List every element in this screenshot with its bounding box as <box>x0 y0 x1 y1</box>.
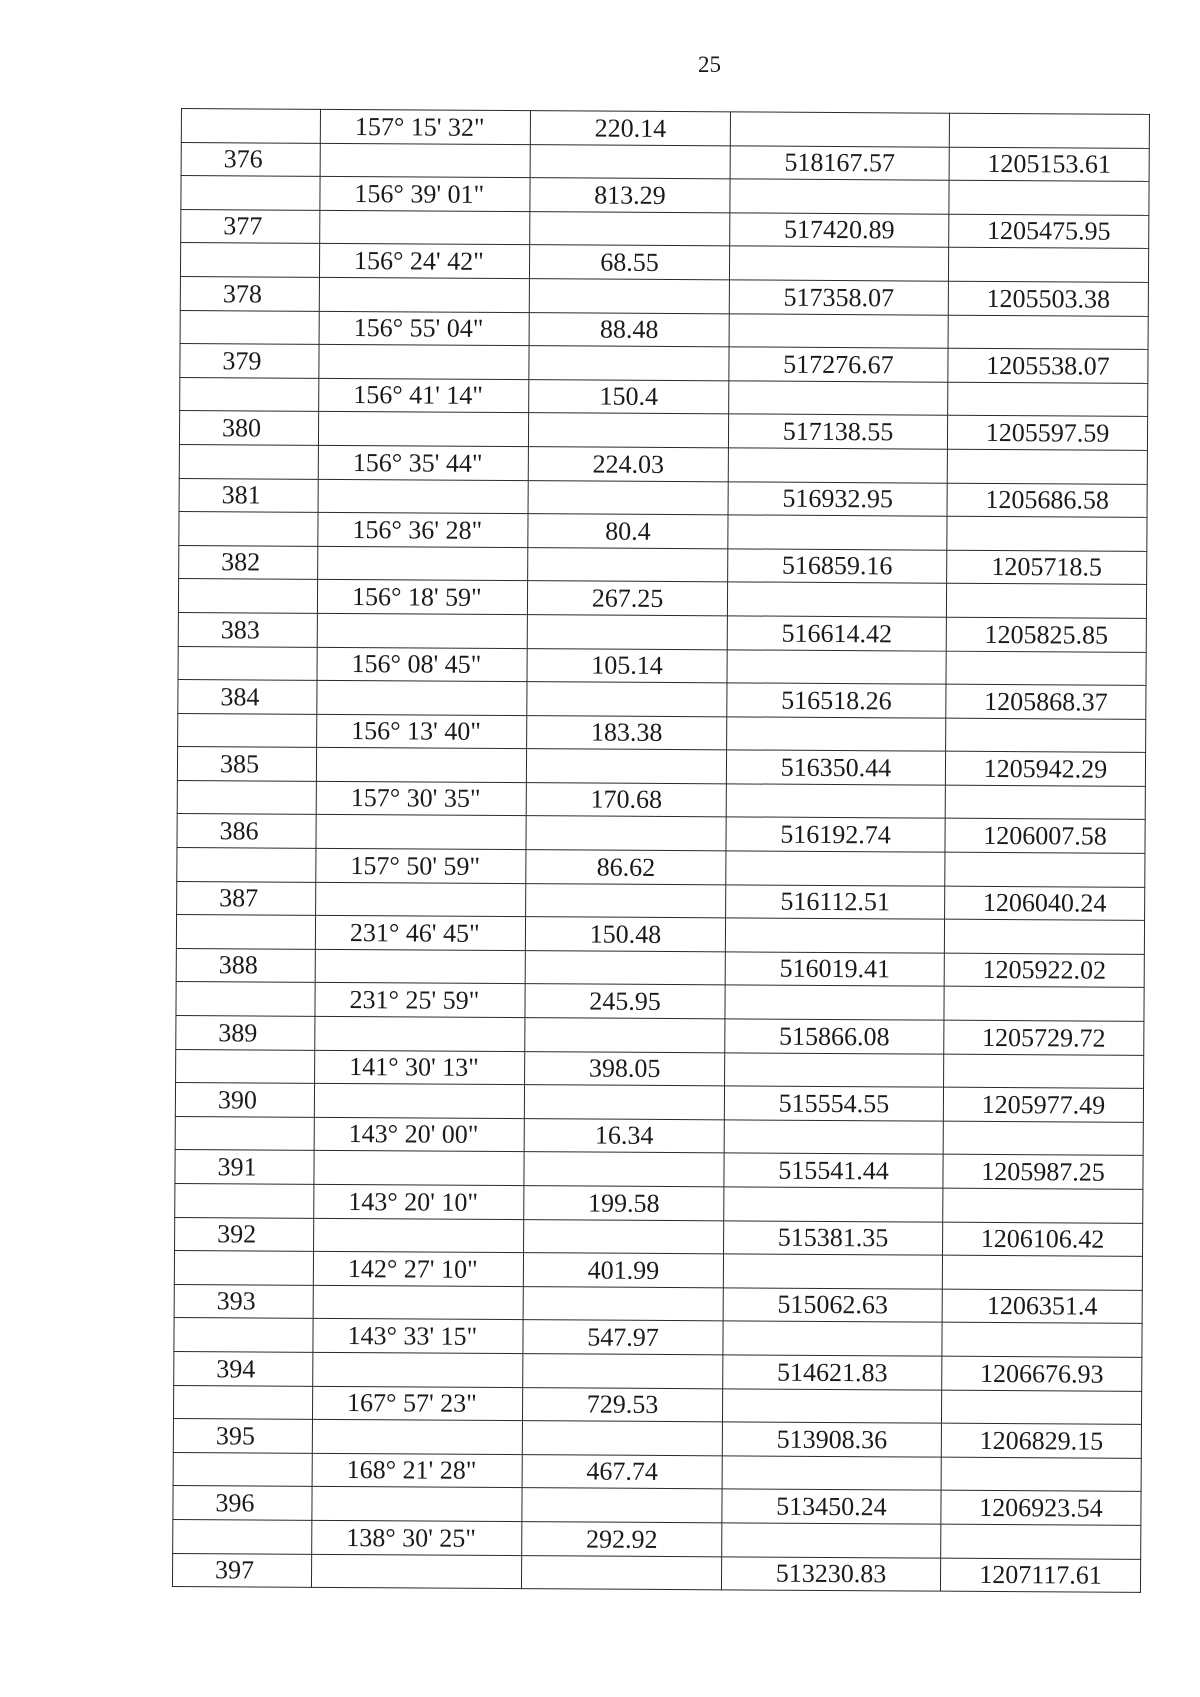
distance-cell <box>530 211 730 246</box>
bearing-cell <box>315 1016 525 1051</box>
easting-cell: 1205868.37 <box>946 684 1146 719</box>
station-cell <box>179 444 318 478</box>
easting-cell <box>943 1188 1143 1223</box>
northing-cell: 518167.57 <box>730 145 949 180</box>
station-cell <box>180 377 319 411</box>
bearing-cell <box>316 882 526 917</box>
distance-cell <box>526 749 726 784</box>
distance-cell <box>524 1152 724 1187</box>
station-cell: 391 <box>175 1150 314 1184</box>
distance-cell: 547.97 <box>523 1320 723 1355</box>
bearing-cell <box>317 613 527 648</box>
station-cell <box>175 1183 314 1217</box>
easting-cell <box>944 1054 1144 1089</box>
northing-cell <box>724 1120 943 1155</box>
station-cell: 394 <box>174 1351 313 1385</box>
station-cell: 381 <box>179 478 318 512</box>
traverse-table <box>172 108 1150 1593</box>
distance-cell <box>525 1018 725 1053</box>
northing-cell: 515554.55 <box>724 1086 943 1121</box>
easting-cell: 1207117.61 <box>940 1558 1140 1593</box>
bearing-cell <box>316 748 526 783</box>
northing-cell: 516614.42 <box>727 616 946 651</box>
station-cell <box>179 512 318 546</box>
easting-cell: 1205718.5 <box>947 550 1147 585</box>
easting-cell <box>941 1524 1141 1559</box>
distance-cell: 150.4 <box>529 379 729 414</box>
easting-cell <box>949 180 1149 215</box>
northing-cell <box>730 179 949 214</box>
bearing-cell <box>314 1218 524 1253</box>
northing-cell: 516350.44 <box>726 750 945 785</box>
bearing-cell: 143° 33' 15" <box>313 1319 523 1354</box>
distance-cell: 88.48 <box>529 312 729 347</box>
bearing-cell <box>318 479 528 514</box>
distance-cell: 86.62 <box>526 850 726 885</box>
easting-cell <box>944 919 1144 954</box>
bearing-cell: 143° 20' 10" <box>314 1184 524 1219</box>
station-cell: 382 <box>179 545 318 579</box>
station-cell <box>176 982 315 1016</box>
distance-cell: 80.4 <box>528 514 728 549</box>
easting-cell: 1206351.4 <box>942 1289 1142 1324</box>
northing-cell: 516932.95 <box>728 481 947 516</box>
easting-cell <box>944 987 1144 1022</box>
northing-cell <box>728 515 947 550</box>
page-number: 25 <box>698 52 721 77</box>
station-cell <box>178 579 317 613</box>
bearing-cell: 167° 57' 23" <box>312 1386 522 1421</box>
bearing-cell <box>318 546 528 581</box>
distance-cell <box>523 1354 723 1389</box>
easting-cell <box>947 516 1147 551</box>
station-cell: 393 <box>174 1284 313 1318</box>
bearing-cell: 156° 55' 04" <box>319 311 529 346</box>
bearing-cell: 156° 24' 42" <box>319 244 529 279</box>
distance-cell <box>521 1555 721 1590</box>
easting-cell: 1205153.61 <box>949 147 1149 182</box>
easting-cell: 1205987.25 <box>943 1155 1143 1190</box>
easting-cell: 1205686.58 <box>947 483 1147 518</box>
station-cell <box>176 915 315 949</box>
bearing-cell <box>312 1419 522 1454</box>
station-cell: 389 <box>176 1016 315 1050</box>
distance-cell: 292.92 <box>522 1522 722 1557</box>
northing-cell <box>727 717 946 752</box>
distance-cell: 220.14 <box>530 111 730 146</box>
distance-cell: 467.74 <box>522 1454 722 1489</box>
distance-cell: 199.58 <box>524 1186 724 1221</box>
distance-cell <box>528 413 728 448</box>
station-cell: 390 <box>175 1083 314 1117</box>
station-cell: 379 <box>180 344 319 378</box>
northing-cell <box>722 1388 941 1423</box>
distance-cell: 401.99 <box>523 1253 723 1288</box>
northing-cell: 517276.67 <box>729 347 948 382</box>
easting-cell: 1205597.59 <box>947 416 1147 451</box>
distance-cell <box>522 1421 722 1456</box>
easting-cell <box>946 651 1146 686</box>
northing-cell: 516112.51 <box>726 884 945 919</box>
station-cell <box>178 713 317 747</box>
bearing-cell: 138° 30' 25" <box>312 1520 522 1555</box>
northing-cell: 515062.63 <box>723 1288 942 1323</box>
easting-cell <box>946 583 1146 618</box>
easting-cell <box>942 1323 1142 1358</box>
distance-cell: 16.34 <box>524 1118 724 1153</box>
station-cell: 377 <box>181 209 320 243</box>
distance-cell <box>523 1286 723 1321</box>
station-cell <box>173 1385 312 1419</box>
bearing-cell <box>319 277 529 312</box>
distance-cell <box>522 1488 722 1523</box>
bearing-cell: 168° 21' 28" <box>312 1453 522 1488</box>
distance-cell <box>528 480 728 515</box>
easting-cell: 1205922.02 <box>944 953 1144 988</box>
station-cell: 385 <box>177 747 316 781</box>
distance-cell <box>525 950 725 985</box>
distance-cell: 813.29 <box>530 178 730 213</box>
northing-cell: 513230.83 <box>721 1556 940 1591</box>
bearing-cell <box>318 412 528 447</box>
bearing-cell <box>316 815 526 850</box>
northing-cell: 514621.83 <box>723 1355 942 1390</box>
easting-cell <box>949 113 1149 148</box>
northing-cell <box>725 1052 944 1087</box>
northing-cell: 516518.26 <box>727 683 946 718</box>
northing-cell: 516192.74 <box>726 817 945 852</box>
distance-cell: 267.25 <box>527 581 727 616</box>
distance-cell <box>527 615 727 650</box>
station-cell <box>177 780 316 814</box>
northing-cell <box>723 1321 942 1356</box>
distance-cell <box>529 346 729 381</box>
distance-cell <box>526 816 726 851</box>
station-cell: 383 <box>178 612 317 646</box>
northing-cell <box>730 112 949 147</box>
bearing-cell: 141° 30' 13" <box>315 1050 525 1085</box>
bearing-cell: 157° 50' 59" <box>316 848 526 883</box>
station-cell <box>180 243 319 277</box>
easting-cell: 1206007.58 <box>945 819 1145 854</box>
northing-cell: 517358.07 <box>729 280 948 315</box>
station-cell <box>174 1318 313 1352</box>
northing-cell: 516859.16 <box>728 549 947 584</box>
northing-cell <box>727 582 946 617</box>
easting-cell: 1205977.49 <box>943 1087 1143 1122</box>
bearing-cell: 156° 08' 45" <box>317 647 527 682</box>
bearing-cell <box>312 1487 522 1522</box>
station-cell: 384 <box>178 680 317 714</box>
distance-cell: 398.05 <box>525 1051 725 1086</box>
station-cell <box>174 1251 313 1285</box>
easting-cell: 1205825.85 <box>946 617 1146 652</box>
station-cell: 387 <box>177 881 316 915</box>
bearing-cell: 231° 25' 59" <box>315 983 525 1018</box>
station-cell: 395 <box>173 1419 312 1453</box>
easting-cell: 1205942.29 <box>945 751 1145 786</box>
easting-cell: 1206676.93 <box>942 1356 1142 1391</box>
easting-cell <box>948 315 1148 350</box>
easting-cell: 1206106.42 <box>943 1222 1143 1257</box>
northing-cell: 515381.35 <box>724 1220 943 1255</box>
bearing-cell: 156° 36' 28" <box>318 512 528 547</box>
northing-cell: 513450.24 <box>722 1489 941 1524</box>
easting-cell <box>941 1390 1141 1425</box>
northing-cell <box>723 1254 942 1289</box>
bearing-cell: 156° 35' 44" <box>318 445 528 480</box>
northing-cell: 515541.44 <box>724 1153 943 1188</box>
northing-cell <box>729 313 948 348</box>
northing-cell <box>727 649 946 684</box>
northing-cell <box>722 1456 941 1491</box>
easting-cell: 1205475.95 <box>949 214 1149 249</box>
easting-cell <box>945 785 1145 820</box>
station-cell <box>176 1049 315 1083</box>
bearing-cell: 157° 30' 35" <box>316 781 526 816</box>
distance-cell <box>526 883 726 918</box>
traverse-table-body <box>172 109 1149 1593</box>
northing-cell <box>729 246 948 281</box>
bearing-cell <box>320 143 530 178</box>
bearing-cell: 143° 20' 00" <box>314 1117 524 1152</box>
northing-cell <box>729 381 948 416</box>
station-cell: 376 <box>181 142 320 176</box>
bearing-cell: 156° 39' 01" <box>320 177 530 212</box>
distance-cell: 729.53 <box>522 1387 722 1422</box>
northing-cell <box>726 851 945 886</box>
station-cell <box>180 310 319 344</box>
distance-cell <box>524 1219 724 1254</box>
bearing-cell: 156° 41' 14" <box>319 378 529 413</box>
bearing-cell <box>314 1151 524 1186</box>
northing-cell <box>728 448 947 483</box>
easting-cell: 1206829.15 <box>941 1423 1141 1458</box>
station-cell: 397 <box>172 1553 311 1587</box>
station-cell: 378 <box>180 276 319 310</box>
easting-cell <box>948 382 1148 417</box>
bearing-cell <box>314 1084 524 1119</box>
page-header <box>0 52 1200 82</box>
station-cell: 392 <box>175 1217 314 1251</box>
station-cell <box>173 1452 312 1486</box>
distance-cell: 68.55 <box>529 245 729 280</box>
station-cell <box>181 109 320 143</box>
station-cell <box>175 1116 314 1150</box>
bearing-cell <box>320 210 530 245</box>
northing-cell: 515866.08 <box>725 1019 944 1054</box>
bearing-cell: 156° 13' 40" <box>317 714 527 749</box>
distance-cell: 105.14 <box>527 648 727 683</box>
bearing-cell <box>313 1285 523 1320</box>
station-cell <box>181 176 320 210</box>
easting-cell <box>947 449 1147 484</box>
northing-cell <box>726 784 945 819</box>
easting-cell <box>943 1121 1143 1156</box>
easting-cell <box>942 1255 1142 1290</box>
bearing-cell <box>313 1352 523 1387</box>
bearing-cell <box>319 345 529 380</box>
bearing-cell <box>317 680 527 715</box>
station-cell: 380 <box>179 411 318 445</box>
distance-cell <box>524 1085 724 1120</box>
northing-cell <box>722 1523 941 1558</box>
station-cell: 388 <box>176 948 315 982</box>
distance-cell: 224.03 <box>528 447 728 482</box>
station-cell: 396 <box>173 1486 312 1520</box>
northing-cell: 516019.41 <box>725 952 944 987</box>
distance-cell <box>529 279 729 314</box>
northing-cell: 513908.36 <box>722 1422 941 1457</box>
distance-cell <box>527 682 727 717</box>
easting-cell: 1205729.72 <box>944 1020 1144 1055</box>
easting-cell: 1205503.38 <box>948 281 1148 316</box>
easting-cell: 1205538.07 <box>948 348 1148 383</box>
easting-cell <box>941 1457 1141 1492</box>
station-cell <box>177 848 316 882</box>
northing-cell <box>725 918 944 953</box>
distance-cell: 245.95 <box>525 984 725 1019</box>
easting-cell <box>945 852 1145 887</box>
distance-cell <box>528 547 728 582</box>
station-row <box>172 1553 1140 1593</box>
bearing-cell: 156° 18' 59" <box>317 580 527 615</box>
distance-cell: 170.68 <box>526 782 726 817</box>
station-cell <box>178 646 317 680</box>
distance-cell: 150.48 <box>525 917 725 952</box>
bearing-cell: 231° 46' 45" <box>315 916 525 951</box>
northing-cell: 517138.55 <box>728 414 947 449</box>
distance-cell <box>530 144 730 179</box>
distance-cell: 183.38 <box>527 715 727 750</box>
easting-cell <box>946 718 1146 753</box>
bearing-cell <box>315 949 525 984</box>
easting-cell: 1206040.24 <box>945 886 1145 921</box>
easting-cell: 1206923.54 <box>941 1491 1141 1526</box>
northing-cell: 517420.89 <box>730 213 949 248</box>
bearing-cell <box>311 1554 521 1589</box>
northing-cell <box>725 985 944 1020</box>
northing-cell <box>724 1187 943 1222</box>
bearing-cell: 142° 27' 10" <box>313 1252 523 1287</box>
station-cell: 386 <box>177 814 316 848</box>
easting-cell <box>948 248 1148 283</box>
bearing-cell: 157° 15' 32" <box>320 109 530 144</box>
station-cell <box>173 1519 312 1553</box>
